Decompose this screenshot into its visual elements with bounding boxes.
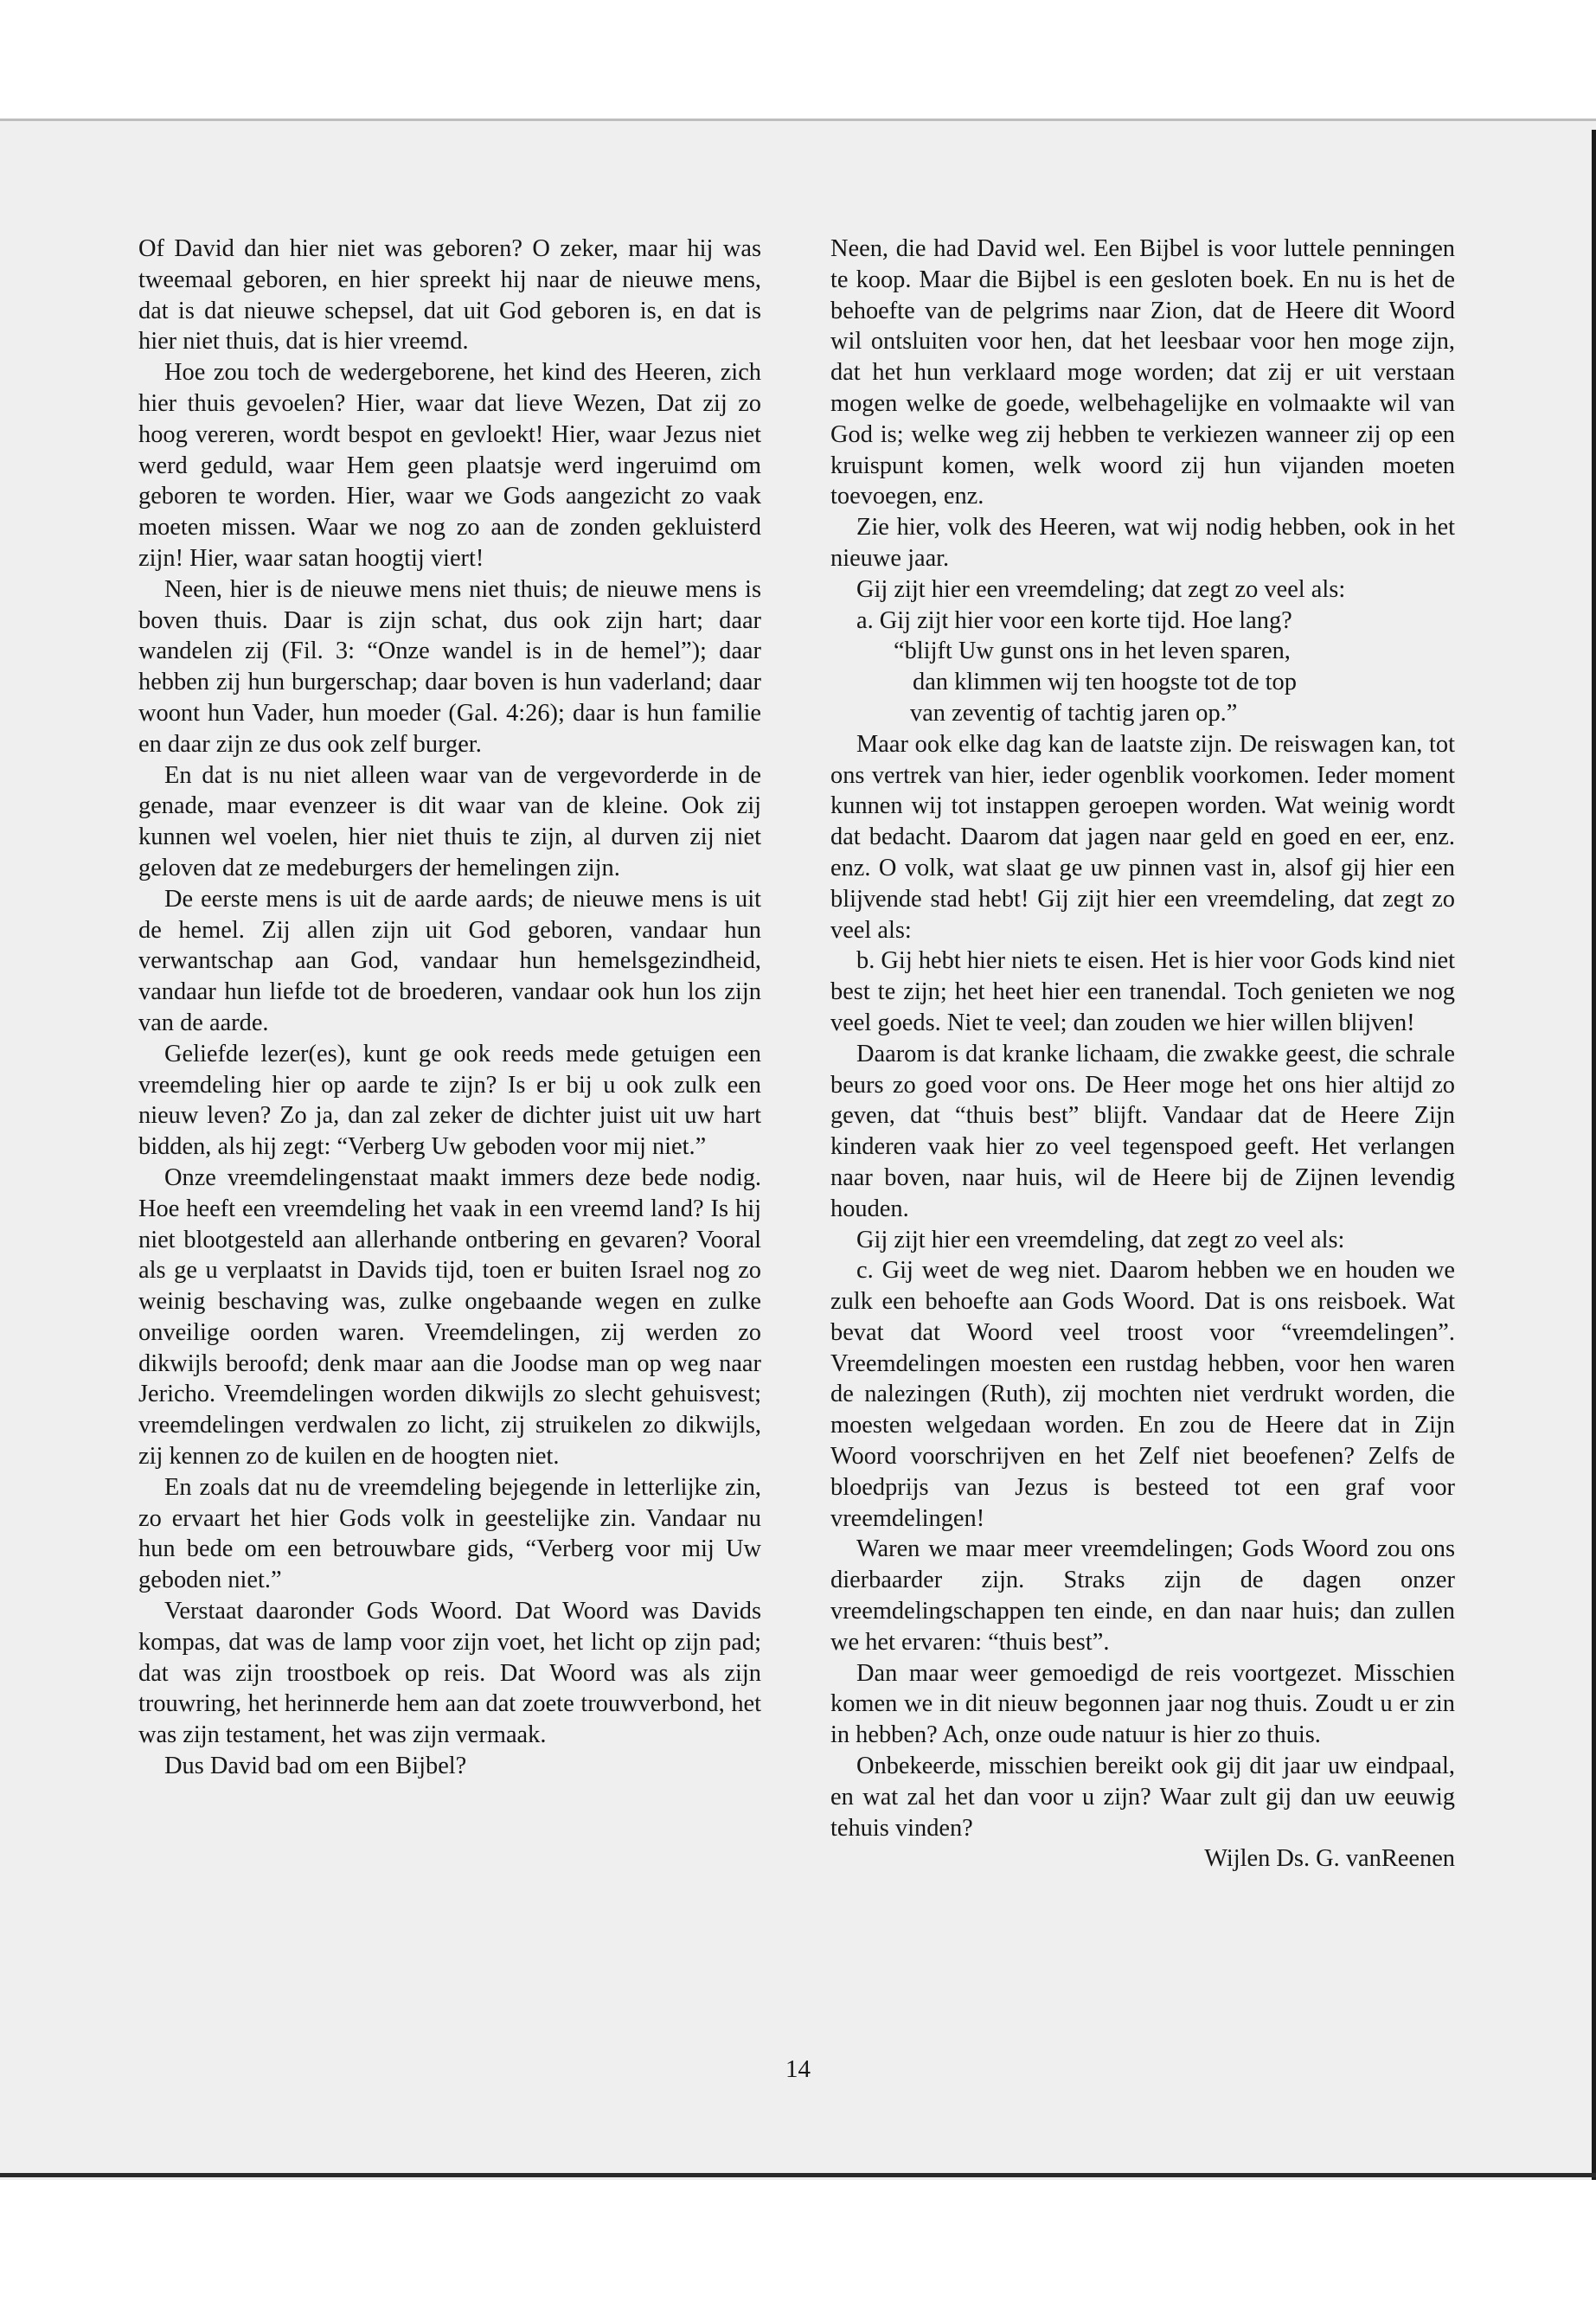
- right-column: [830, 234, 1455, 1875]
- author-signature: Wijlen Ds. G. vanReenen: [1204, 1845, 1455, 1873]
- paragraph: Neen, hier is de nieuwe mens niet thuis; de nieuwe mens is boven thuis. Daar is zijn schat, dus ook zijn hart; daar wandelen zij (Fil. 3: “Onze wandel is in de hemel”); daar hebben zij hun burgerschap; daar boven is hun vaderland; daar woont hun Vader, hun moeder (Gal. 4:26); daar is hun familie en daar zijn ze dus ook zelf burger.: [138, 575, 761, 758]
- list-item-c: c. Gij weet de weg niet. Daarom hebben we en houden we zulk een behoefte aan Gods Woord. Dat is ons reisboek. Wat bevat dat Woord veel troost voor “vreemdelingen”. Vreemdelingen moesten een rustdag hebben, voor hen waren de nalezingen (Ruth), zij mochten niet verdrukt worden, die moesten welgedaan worden. En zou de Heere dat in Zijn Woord voorschrijven en het Zelf niet beoefenen? Zelfs de bloedprijs van Jezus is besteed tot een graf voor vreemdelingen!: [830, 1257, 1455, 1532]
- quote-line: “blijft Uw gunst ons in het leven sparen,: [894, 638, 1291, 665]
- paragraph: Waren we maar meer vreemdelingen; Gods Woord zou ons dierbaarder zijn. Straks zijn de dagen onzer vreemdelingschappen ten einde, en dan naar huis; dan zullen we het ervaren: “thuis best”.: [830, 1535, 1455, 1656]
- paragraph: Gij zijt hier een vreemdeling, dat zegt zo veel als:: [856, 1226, 1345, 1253]
- paragraph: En zoals dat nu de vreemdeling bejegende in letterlijke zin, zo ervaart het hier Gods volk in geestelijke zin. Vandaar nu hun bede om een betrouwbare gids, “Verberg voor mij Uw geboden niet.”: [138, 1473, 761, 1594]
- paragraph: Gij zijt hier een vreemdeling; dat zegt zo veel als:: [856, 575, 1346, 603]
- page-top-edge: [0, 119, 1596, 121]
- page-number: 14: [785, 2055, 811, 2083]
- paragraph: Dan maar weer gemoedigd de reis voortgezet. Misschien komen we in dit nieuw begonnen jaar nog thuis. Zoudt u er zin in hebben? Ach, onze oude natuur is hier zo thuis.: [830, 1659, 1455, 1749]
- paragraph: En dat is nu niet alleen waar van de vergevorderde in de genade, maar evenzeer is dit waar van de kleine. Ook zij kunnen wel voelen, hier niet thuis te zijn, al durven zij niet geloven dat ze medeburgers der hemelingen zijn.: [138, 761, 761, 881]
- page-right-edge: [1592, 130, 1596, 2180]
- psalm-quote: [830, 636, 1455, 728]
- paragraph: Onbekeerde, misschien bereikt ook gij dit jaar uw eindpaal, en wat zal het dan voor u zijn? Waar zult gij dan uw eeuwig tehuis vinden?: [830, 1753, 1455, 1842]
- paragraph: De eerste mens is uit de aarde aards; de nieuwe mens is uit de hemel. Zij allen zijn uit God geboren, vandaar hun verwantschap aan God, vandaar hun hemelsgezindheid, vandaar hun liefde tot de broederen, vandaar ook hun los zijn van de aarde.: [138, 885, 761, 1036]
- quote-line: dan klimmen wij ten hoogste tot de top: [913, 669, 1297, 696]
- list-item-b: b. Gij hebt hier niets te eisen. Het is hier voor Gods kind niet best te zijn; het heet hier een tranendal. Toch genieten we nog veel goeds. Niet te veel; dan zouden we hier willen blijven!: [830, 947, 1455, 1036]
- paragraph: Daarom is dat kranke lichaam, die zwakke geest, die schrale beurs zo goed voor ons. De Heer moge het ons hier altijd zo geven, dat “thuis best” blijft. Vandaar dat de Heere Zijn kinderen vaak hier zo veel tegenspoed geeft. Het verlangen naar boven, naar huis, wil de Heere bij de Zijnen levendig houden.: [830, 1040, 1455, 1222]
- paragraph: Onze vreemdelingenstaat maakt immers deze bede nodig. Hoe heeft een vreemdeling het vaak in een vreemd land? Is hij niet blootgesteld aan allerhande ontbering en gevaren? Vooral als ge u verplaatst in Davids tijd, toen er buiten Israel nog zo weinig beschaving was, zulke ongebaande wegen en zulke onveilige oorden waren. Vreemdelingen, zij werden zo dikwijls beroofd; denk maar aan die Joodse man op weg naar Jericho. Vreemdelingen worden dikwijls zo slecht gehuisvest; vreemdelingen verdwalen zo licht, zij struikelen zo dikwijls, zij kennen zo de kuilen en de hoogten niet.: [138, 1163, 761, 1471]
- left-column: [138, 234, 761, 1782]
- paragraph: Zie hier, volk des Heeren, wat wij nodig hebben, ook in het nieuwe jaar.: [830, 514, 1455, 572]
- paragraph: Neen, die had David wel. Een Bijbel is voor luttele penningen te koop. Maar die Bijbel is een gesloten boek. En nu is het de behoefte van de pelgrims naar Zion, dat de Heere dit Woord wil ontsluiten voor hen, dat het leesbaar voor hen moge zijn, dat het hun verklaard moge worden; dat zij er uit verstaan mogen welke de goede, welbehagelijke en volmaakte wil van God is; welke weg zij hebben te verkiezen wanneer zij op een kruispunt komen, welk woord zij hun vijanden moeten toevoegen, enz.: [830, 235, 1455, 510]
- paragraph: Dus David bad om een Bijbel?: [164, 1753, 467, 1780]
- paragraph: Hoe zou toch de wedergeborene, het kind des Heeren, zich hier thuis gevoelen? Hier, waar dat lieve Wezen, Dat zij zo hoog vereren, wordt bespot en gevloekt! Hier, waar Jezus niet werd geduld, waar Hem geen plaatsje werd ingeruimd om geboren te worden. Hier, waar we Gods aangezicht zo vaak moeten missen. Waar we nog zo aan de zonden gekluisterd zijn! Hier, waar satan hoogtij viert!: [138, 359, 761, 572]
- page-bottom-edge: [0, 2173, 1596, 2177]
- paragraph: Of David dan hier niet was geboren? O zeker, maar hij was tweemaal geboren, en hier spreekt hij naar de nieuwe mens, dat is dat nieuwe schepsel, dat uit God geboren is, en dat is hier niet thuis, dat is hier vreemd.: [138, 235, 761, 356]
- paragraph: Maar ook elke dag kan de laatste zijn. De reiswagen kan, tot ons vertrek van hier, ieder ogenblik voorkomen. Ieder moment kunnen wij tot instappen geroepen worden. Wat weinig wordt dat bedacht. Daarom dat jagen naar geld en goed en eer, enz. enz. O volk, wat slaat ge uw pinnen vast in, alsof gij hier een blijvende stad hebt! Gij zijt hier een vreemdeling, dat zegt zo veel als:: [830, 730, 1455, 944]
- paragraph: Geliefde lezer(es), kunt ge ook reeds mede getuigen een vreemdeling hier op aarde te zijn? Is er bij u ook zulk een nieuw leven? Zo ja, dan zal zeker de dichter juist uit uw hart bidden, als hij zegt: “Verberg Uw geboden voor mij niet.”: [138, 1040, 761, 1161]
- list-item-a: a. Gij zijt hier voor een korte tijd. Hoe lang?: [856, 606, 1292, 634]
- quote-line: van zeventig of tachtig jaren op.”: [910, 699, 1238, 727]
- paragraph: Verstaat daaronder Gods Woord. Dat Woord was Davids kompas, dat was de lamp voor zijn voet, het licht op zijn pad; dat was zijn troostboek op reis. Dat Woord was als zijn trouwring, het herinnerde hem aan dat zoete trouwverbond, het was zijn testament, het was zijn vermaak.: [138, 1598, 761, 1749]
